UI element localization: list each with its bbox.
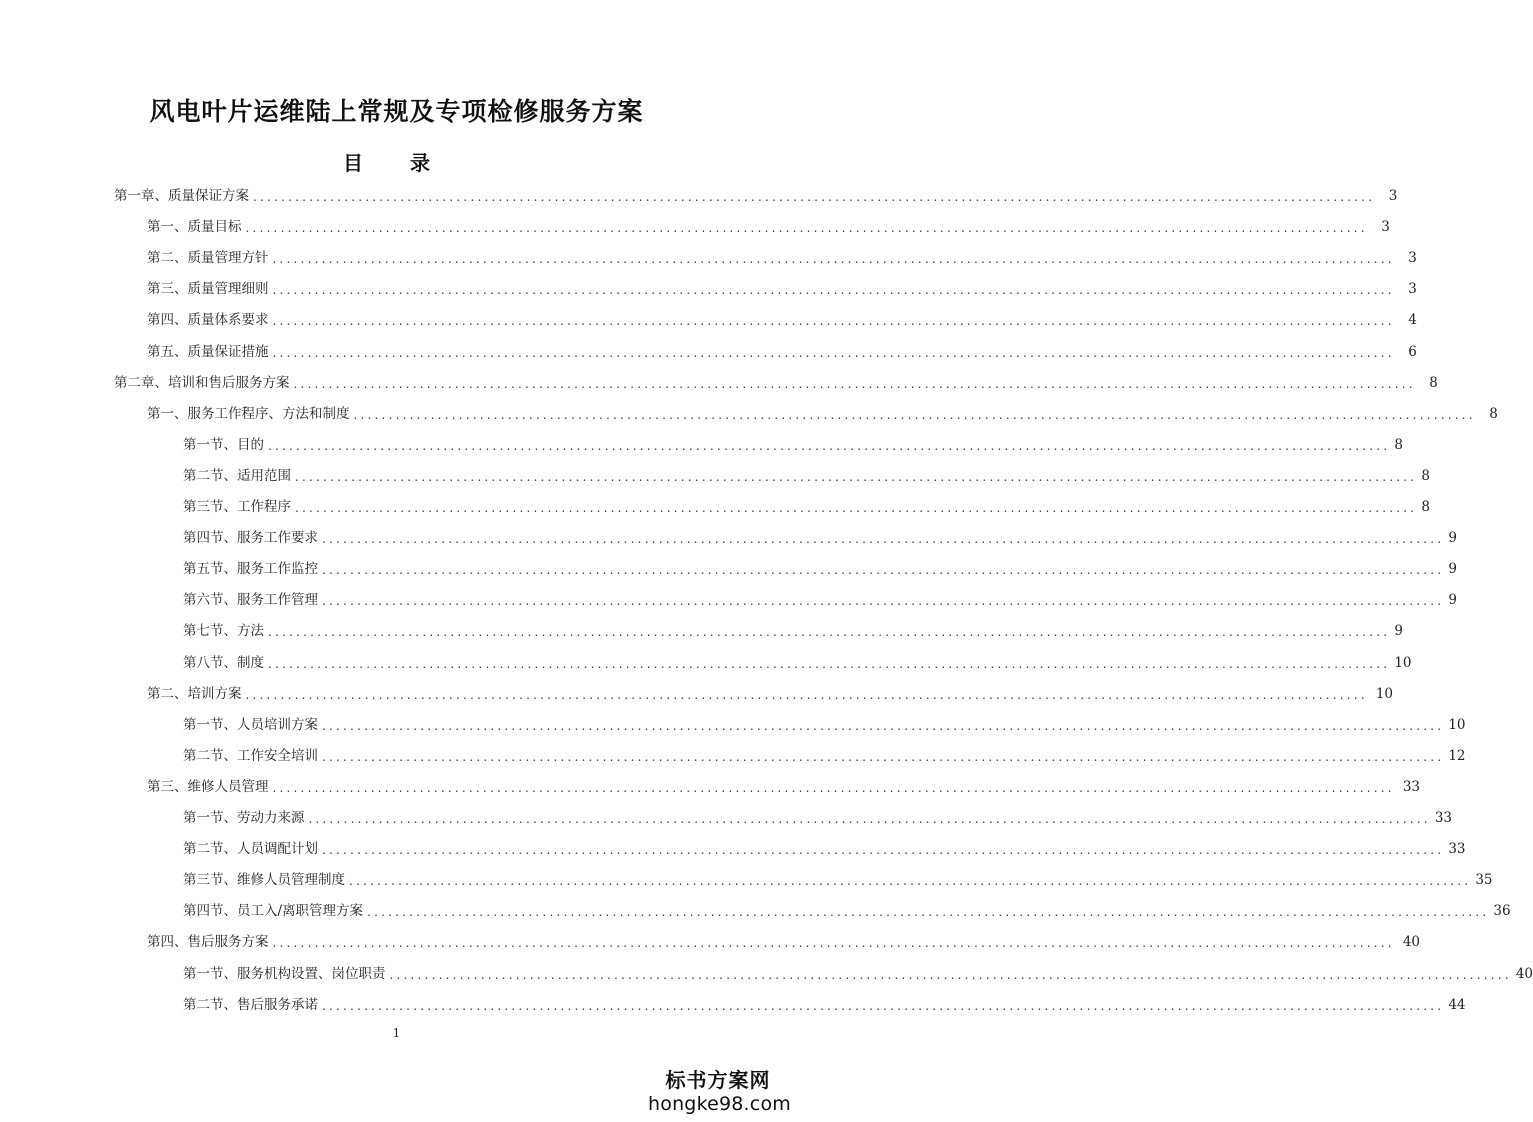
toc-entry-label: 第一节、服务机构设置、岗位职责 <box>183 965 386 982</box>
toc-dot-leader: ................................................................................................................................................................ <box>268 656 1391 671</box>
toc-entry-label: 第一章、质量保证方案 <box>114 188 249 204</box>
toc-dot-leader: ................................................................................................................................................................ <box>268 438 1391 453</box>
toc-dot-leader: ................................................................................................................................................................ <box>272 314 1395 329</box>
toc-entry-page: 3 <box>1408 281 1417 298</box>
toc-entry-page: 8 <box>1489 405 1498 422</box>
toc-dot-leader: ................................................................................................................................................................ <box>322 998 1445 1013</box>
toc-entry[interactable] <box>147 930 1420 954</box>
toc-dot-leader: ................................................................................................................................................................ <box>322 718 1445 733</box>
toc-entry-page: 10 <box>1448 716 1466 733</box>
toc-entry-page: 9 <box>1448 561 1457 578</box>
toc-entry[interactable] <box>147 340 1417 364</box>
toc-entry-label: 第二节、人员调配计划 <box>183 841 318 858</box>
toc-entry-label: 第三、维修人员管理 <box>147 778 269 795</box>
toc-entry[interactable] <box>183 433 1403 457</box>
page-number: 1 <box>392 1026 401 1040</box>
toc-entry-label: 第三、质量管理细则 <box>147 281 269 298</box>
toc-heading: 目 录 <box>343 151 450 175</box>
toc-entry-page: 44 <box>1448 996 1466 1013</box>
toc-entry[interactable] <box>147 308 1417 332</box>
toc-dot-leader: ................................................................................................................................................................ <box>272 252 1395 267</box>
toc-dot-leader: ................................................................................................................................................................ <box>293 376 1416 391</box>
toc-entry-page: 40 <box>1515 965 1533 982</box>
toc-entry[interactable] <box>183 837 1466 861</box>
toc-entry-label: 第一、质量目标 <box>147 219 242 236</box>
toc-entry-page: 8 <box>1421 467 1430 484</box>
toc-dot-leader: ................................................................................................................................................................ <box>272 345 1395 360</box>
toc-entry[interactable] <box>183 899 1511 923</box>
toc-entry-page: 9 <box>1448 530 1457 547</box>
toc-entry-label: 第三节、工作程序 <box>183 499 291 515</box>
toc-entry[interactable] <box>147 402 1498 426</box>
toc-entry-label: 第一节、劳动力来源 <box>183 810 305 826</box>
toc-entry[interactable] <box>183 526 1457 550</box>
toc-entry-label: 第一节、人员培训方案 <box>183 716 318 733</box>
toc-entry-page: 33 <box>1402 778 1420 795</box>
toc-entry[interactable] <box>147 215 1390 239</box>
toc-dot-leader: ................................................................................................................................................................ <box>253 190 1376 204</box>
toc-dot-leader: ................................................................................................................................................................ <box>322 532 1445 547</box>
toc-entry-label: 第五节、服务工作监控 <box>183 561 318 578</box>
toc-dot-leader: ................................................................................................................................................................ <box>245 687 1368 702</box>
toc-dot-leader: ................................................................................................................................................................ <box>322 563 1445 578</box>
document-title: 风电叶片运维陆上常规及专项检修服务方案 <box>149 97 644 126</box>
toc-dot-leader: ................................................................................................................................................................ <box>245 221 1368 236</box>
toc-entry-label: 第八节、制度 <box>183 654 264 671</box>
toc-entry-page: 33 <box>1434 810 1452 826</box>
toc-entry-label: 第一节、目的 <box>183 436 264 453</box>
toc-entry[interactable] <box>183 962 1533 986</box>
toc-entry-page: 35 <box>1475 872 1493 889</box>
toc-entry[interactable] <box>147 277 1417 301</box>
toc-entry-label: 第四、质量体系要求 <box>147 312 269 329</box>
toc-entry-page: 3 <box>1381 219 1390 236</box>
toc-entry-page: 8 <box>1429 374 1438 391</box>
toc-entry[interactable] <box>114 184 1398 208</box>
toc-entry[interactable] <box>183 464 1430 488</box>
watermark-url: hongke98.com <box>648 1093 791 1115</box>
toc-entry[interactable] <box>183 619 1403 643</box>
watermark-name: 标书方案网 <box>665 1068 771 1092</box>
toc-entry[interactable] <box>183 806 1452 830</box>
toc-entry[interactable] <box>183 557 1457 581</box>
toc-dot-leader: ................................................................................................................................................................ <box>295 469 1418 484</box>
toc-entry-page: 33 <box>1448 841 1466 858</box>
toc-dot-leader: ................................................................................................................................................................ <box>322 594 1445 609</box>
toc-entry-label: 第二节、适用范围 <box>183 467 291 484</box>
toc-entry[interactable] <box>183 713 1466 737</box>
toc-entry-label: 第四节、服务工作要求 <box>183 530 318 547</box>
toc-dot-leader: ................................................................................................................................................................ <box>272 283 1395 298</box>
toc-entry-page: 9 <box>1448 592 1457 609</box>
toc-entry[interactable] <box>183 588 1457 612</box>
toc-entry-page: 40 <box>1402 934 1420 951</box>
toc-entry-page: 12 <box>1448 747 1466 764</box>
toc-entry-page: 8 <box>1421 499 1430 515</box>
toc-entry-page: 36 <box>1493 903 1511 920</box>
toc-entry-label: 第四节、员工入/离职管理方案 <box>183 903 364 920</box>
toc-entry[interactable] <box>114 371 1438 395</box>
toc-entry[interactable] <box>183 868 1493 892</box>
toc-entry-page: 3 <box>1408 250 1417 267</box>
toc-entry-label: 第七节、方法 <box>183 623 264 640</box>
toc-entry-page: 10 <box>1394 654 1412 671</box>
toc-entry-label: 第二、培训方案 <box>147 685 242 702</box>
toc-dot-leader: ................................................................................................................................................................ <box>389 967 1512 982</box>
toc-entry-page: 9 <box>1394 623 1403 640</box>
toc-entry[interactable] <box>147 682 1393 706</box>
toc-dot-leader: ................................................................................................................................................................ <box>349 874 1472 889</box>
toc-entry-page: 8 <box>1394 436 1403 453</box>
toc-entry-page: 6 <box>1408 343 1417 360</box>
toc-entry-page: 4 <box>1408 312 1417 329</box>
toc-entry-page: 10 <box>1375 685 1393 702</box>
toc-dot-leader: ................................................................................................................................................................ <box>268 625 1391 640</box>
toc-dot-leader: ................................................................................................................................................................ <box>272 780 1395 795</box>
toc-dot-leader: ................................................................................................................................................................ <box>308 812 1431 826</box>
toc-entry[interactable] <box>183 744 1466 768</box>
toc-entry[interactable] <box>147 246 1417 270</box>
toc-dot-leader: ................................................................................................................................................................ <box>353 407 1476 422</box>
toc-dot-leader: ................................................................................................................................................................ <box>322 749 1445 764</box>
toc-entry[interactable] <box>183 495 1430 519</box>
toc-entry[interactable] <box>183 993 1466 1017</box>
toc-dot-leader: ................................................................................................................................................................ <box>272 936 1395 951</box>
toc-entry-label: 第六节、服务工作管理 <box>183 592 318 609</box>
watermark <box>648 1068 791 1116</box>
toc-entry-label: 第二节、售后服务承诺 <box>183 996 318 1013</box>
toc-dot-leader: ................................................................................................................................................................ <box>295 501 1418 515</box>
toc-entry[interactable] <box>147 775 1420 799</box>
toc-entry-label: 第二、质量管理方针 <box>147 250 269 267</box>
toc-entry-label: 第一、服务工作程序、方法和制度 <box>147 405 350 422</box>
toc-entry[interactable] <box>183 651 1412 675</box>
toc-entry-label: 第二章、培训和售后服务方案 <box>114 374 290 391</box>
toc-dot-leader: ................................................................................................................................................................ <box>322 843 1445 858</box>
toc-entry-label: 第二节、工作安全培训 <box>183 747 318 764</box>
toc-entry-label: 第四、售后服务方案 <box>147 934 269 951</box>
toc-entry-page: 3 <box>1388 188 1398 204</box>
toc-entry-label: 第五、质量保证措施 <box>147 343 269 360</box>
toc-dot-leader: ................................................................................................................................................................ <box>367 905 1490 920</box>
toc-entry-label: 第三节、维修人员管理制度 <box>183 872 345 889</box>
